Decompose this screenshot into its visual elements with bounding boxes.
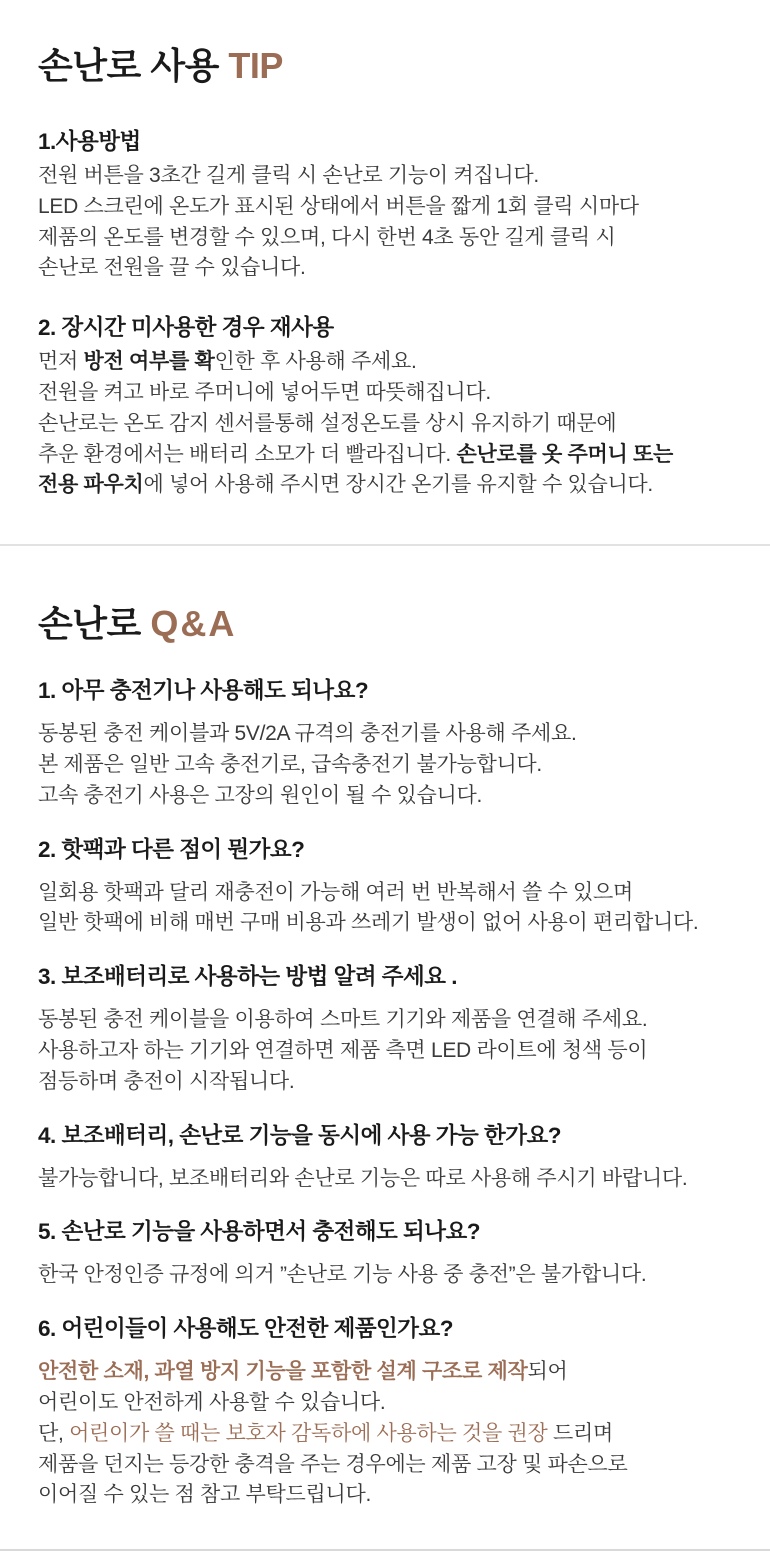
qa-item-6 bbox=[38, 1315, 732, 1511]
tip-section bbox=[0, 0, 770, 544]
text-segment: 이어질 수 있는 점 참고 부탁드립니다. bbox=[38, 1483, 371, 1507]
text-segment: 동봉된 충전 케이블과 5V/2A 규격의 충전기를 사용해 주세요. bbox=[38, 722, 577, 746]
text-line bbox=[38, 719, 732, 750]
text-segment: 어린이가 쓸 때는 보호자 감독하에 사용하는 것을 권장 bbox=[69, 1421, 548, 1445]
text-line bbox=[38, 1260, 732, 1291]
text-line bbox=[38, 409, 732, 440]
text-line bbox=[38, 1419, 732, 1450]
text-line bbox=[38, 1036, 732, 1067]
qa-question: 1. 아무 충전기나 사용해도 되나요? bbox=[38, 678, 369, 704]
qa-item-2 bbox=[38, 836, 732, 940]
text-segment: 단, bbox=[38, 1421, 70, 1445]
qna-section-title bbox=[38, 604, 732, 644]
qa-item-4 bbox=[38, 1122, 732, 1195]
qa-answer bbox=[38, 1260, 732, 1291]
text-segment: 추운 환경에서는 배터리 소모가 더 빨라집니다. bbox=[38, 442, 457, 466]
qa-item-3 bbox=[38, 963, 732, 1097]
text-segment: 본 제품은 일반 고속 충전기로, 급속충전기 불가능합니다. bbox=[38, 752, 542, 776]
tip-title-text: 손난로 사용 bbox=[38, 45, 229, 86]
text-line bbox=[38, 1388, 732, 1419]
text-line bbox=[38, 470, 732, 501]
tip-block-usage bbox=[38, 128, 732, 284]
text-segment: 일회용 핫팩과 달리 재충전이 가능해 여러 번 반복해서 쓸 수 있으며 bbox=[38, 880, 633, 904]
tip-section-title bbox=[38, 46, 732, 86]
text-segment: LED 스크린에 온도가 표시된 상태에서 버튼을 짧게 1회 클릭 시마다 bbox=[38, 194, 639, 218]
text-line bbox=[38, 440, 732, 471]
text-line bbox=[38, 192, 732, 223]
text-segment: 인한 후 사용해 주세요. bbox=[214, 350, 417, 374]
text-segment: 드리며 bbox=[547, 1421, 613, 1445]
qna-title-accent: Q&A bbox=[150, 603, 237, 645]
text-line bbox=[38, 1067, 732, 1098]
text-line bbox=[38, 378, 732, 409]
text-line bbox=[38, 750, 732, 781]
qna-title-text: 손난로 bbox=[38, 603, 151, 645]
text-segment: 동봉된 충전 케이블을 이용하여 스마트 기기와 제품을 연결해 주세요. bbox=[38, 1008, 648, 1032]
qa-item-5 bbox=[38, 1218, 732, 1291]
text-segment: 손난로 전원을 끌 수 있습니다. bbox=[38, 256, 306, 280]
text-segment: 점등하며 충전이 시작됩니다. bbox=[38, 1069, 295, 1093]
text-line bbox=[38, 223, 732, 254]
text-segment: 에 넣어 사용해 주시면 장시간 온기를 유지할 수 있습니다. bbox=[143, 473, 653, 497]
qna-section bbox=[0, 546, 770, 1549]
text-line bbox=[38, 161, 732, 192]
tip-block-heading: 2. 장시간 미사용한 경우 재사용 bbox=[38, 315, 334, 341]
text-line bbox=[38, 1450, 732, 1481]
qa-question: 5. 손난로 기능을 사용하면서 충전해도 되나요? bbox=[38, 1219, 480, 1245]
tip-title-accent: TIP bbox=[228, 45, 283, 86]
tip-block-body bbox=[38, 347, 732, 501]
qa-question: 4. 보조배터리, 손난로 기능을 동시에 사용 가능 한가요? bbox=[38, 1122, 561, 1148]
text-line bbox=[38, 347, 732, 378]
qa-question: 6. 어린이들이 사용해도 안전한 제품인가요? bbox=[38, 1316, 454, 1342]
text-segment: 고속 충전기 사용은 고장의 원인이 될 수 있습니다. bbox=[38, 783, 482, 807]
qa-answer bbox=[38, 1005, 732, 1097]
text-line bbox=[38, 1480, 732, 1511]
text-segment: 손난로를 옷 주머니 또는 bbox=[456, 442, 673, 466]
tip-block-body bbox=[38, 161, 732, 284]
text-segment: 전원을 켜고 바로 주머니에 넣어두면 따뜻해집니다. bbox=[38, 380, 491, 404]
text-segment: 먼저 bbox=[38, 350, 84, 374]
text-line bbox=[38, 781, 732, 812]
qa-answer bbox=[38, 1357, 732, 1511]
text-segment: 되어 bbox=[527, 1360, 568, 1384]
bottom-divider bbox=[0, 1549, 770, 1551]
qa-question: 3. 보조배터리로 사용하는 방법 알려 주세요 . bbox=[38, 964, 458, 990]
text-line bbox=[38, 908, 732, 939]
text-segment: 제품을 던지는 등강한 충격을 주는 경우에는 제품 고장 및 파손으로 bbox=[38, 1452, 628, 1476]
text-segment: 일반 핫팩에 비해 매번 구매 비용과 쓰레기 발생이 없어 사용이 편리합니다. bbox=[38, 911, 699, 935]
qa-answer bbox=[38, 1164, 732, 1195]
text-segment: 방전 여부를 확 bbox=[83, 350, 215, 374]
qa-question: 2. 핫팩과 다른 점이 뭔가요? bbox=[38, 836, 305, 862]
text-line bbox=[38, 878, 732, 909]
text-segment: 어린이도 안전하게 사용할 수 있습니다. bbox=[38, 1390, 386, 1414]
text-line bbox=[38, 253, 732, 284]
text-segment: 불가능합니다, 보조배터리와 손난로 기능은 따로 사용해 주시기 바랍니다. bbox=[38, 1166, 688, 1190]
text-segment: 전용 파우치 bbox=[38, 473, 144, 497]
qa-answer bbox=[38, 719, 732, 811]
text-line bbox=[38, 1005, 732, 1036]
tip-block-reuse bbox=[38, 314, 732, 501]
text-segment: 제품의 온도를 변경할 수 있으며, 다시 한번 4초 동안 길게 클릭 시 bbox=[38, 225, 616, 249]
qa-answer bbox=[38, 878, 732, 940]
tip-block-heading: 1.사용방법 bbox=[38, 129, 141, 154]
text-segment: 손난로는 온도 감지 센서를통해 설정온도를 상시 유지하기 때문에 bbox=[38, 411, 617, 435]
text-segment: 사용하고자 하는 기기와 연결하면 제품 측면 LED 라이트에 청색 등이 bbox=[38, 1038, 648, 1062]
qa-item-1 bbox=[38, 677, 732, 811]
text-segment: 안전한 소재, 과열 방지 기능을 포함한 설계 구조로 제작 bbox=[38, 1360, 528, 1384]
text-line bbox=[38, 1357, 732, 1388]
text-line bbox=[38, 1164, 732, 1195]
text-segment: 한국 안정인증 규정에 의거 ”손난로 기능 사용 중 충전”은 불가합니다. bbox=[38, 1263, 647, 1287]
text-segment: 전원 버튼을 3초간 길게 클릭 시 손난로 기능이 켜집니다. bbox=[38, 164, 539, 187]
